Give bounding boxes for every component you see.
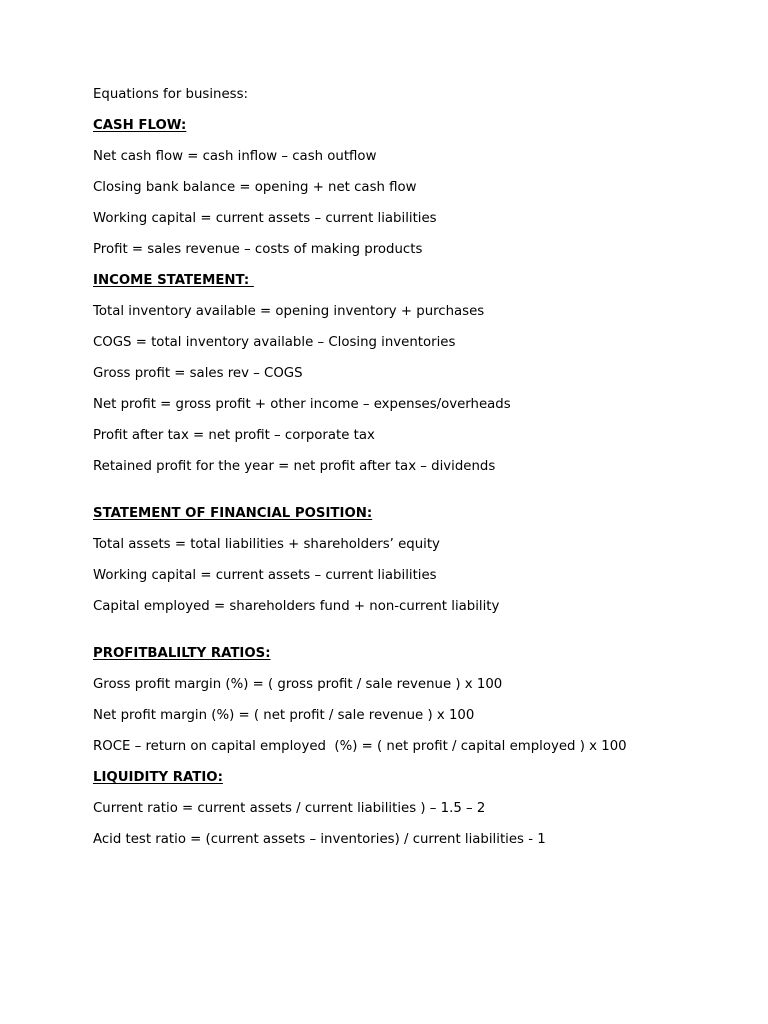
equation-line: Net profit = gross profit + other income – expenses/overheads (93, 397, 511, 412)
equation-line: Closing bank balance = opening + net cash flow (93, 180, 417, 195)
equation-line: ROCE – return on capital employed (%) = ( net profit / capital employed ) x 100 (93, 739, 627, 754)
equation-line: Total assets = total liabilities + shareholders’ equity (93, 537, 440, 552)
section-heading-cash-flow: CASH FLOW: (93, 118, 187, 133)
equation-line: Working capital = current assets – current liabilities (93, 568, 437, 583)
equation-line: Net profit margin (%) = ( net profit / sale revenue ) x 100 (93, 708, 475, 723)
section-heading-income-statement: INCOME STATEMENT: (93, 273, 254, 288)
equation-line: Total inventory available = opening inventory + purchases (93, 304, 485, 319)
equation-line: Current ratio = current assets / current liabilities ) – 1.5 – 2 (93, 801, 486, 816)
equation-line: Working capital = current assets – current liabilities (93, 211, 437, 226)
equation-line: Gross profit margin (%) = ( gross profit / sale revenue ) x 100 (93, 677, 503, 692)
document-page (93, 85, 733, 861)
section-heading-liquidity-ratio: LIQUIDITY RATIO: (93, 770, 223, 785)
paragraph-gap (93, 488, 733, 504)
equation-line: Gross profit = sales rev – COGS (93, 366, 303, 381)
equation-line: Profit = sales revenue – costs of making products (93, 242, 423, 257)
equation-line: Net cash flow = cash inflow – cash outflow (93, 149, 377, 164)
equation-line: Capital employed = shareholders fund + non-current liability (93, 599, 500, 614)
section-heading-profitability-ratios: PROFITBALILTY RATIOS: (93, 646, 271, 661)
paragraph-gap (93, 628, 733, 644)
equation-line: Retained profit for the year = net profit after tax – dividends (93, 459, 496, 474)
document-intro: Equations for business: (93, 87, 248, 102)
equation-line: COGS = total inventory available – Closing inventories (93, 335, 456, 350)
equation-line: Profit after tax = net profit – corporate tax (93, 428, 375, 443)
section-heading-financial-position: STATEMENT OF FINANCIAL POSITION: (93, 506, 373, 521)
equation-line: Acid test ratio = (current assets – inventories) / current liabilities - 1 (93, 832, 546, 847)
